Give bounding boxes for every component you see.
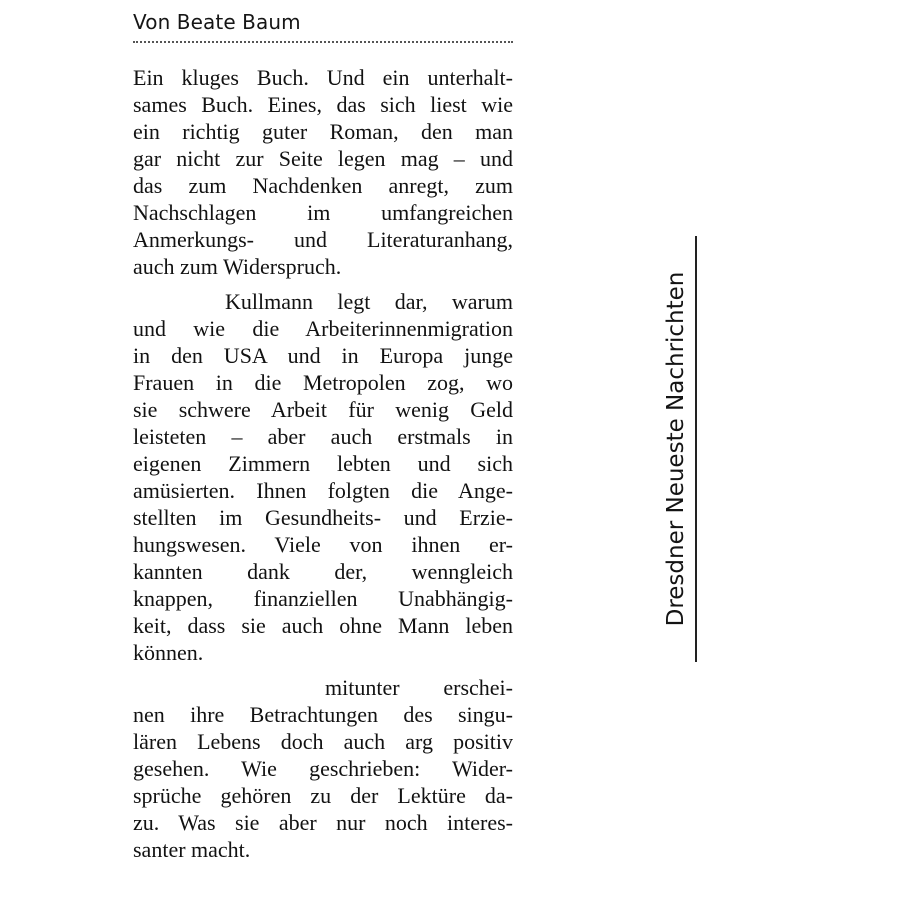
text-line: eigenen Zimmern lebten und sich bbox=[133, 451, 513, 476]
text-line: zu. Was sie aber nur noch interes- bbox=[133, 810, 513, 835]
text-line: mitunter erschei- bbox=[325, 675, 513, 700]
article-paragraph-3 bbox=[133, 674, 513, 863]
text-line: amüsierten. Ihnen folgten die Ange- bbox=[133, 478, 513, 503]
text-line: stellten im Gesundheits- und Erzie- bbox=[133, 505, 513, 530]
text-line: können. bbox=[133, 640, 204, 665]
text-line: leisteten – aber auch erstmals in bbox=[133, 424, 513, 449]
text-line: nen ihre Betrachtungen des singu- bbox=[133, 702, 513, 727]
text-line: sprüche gehören zu der Lektüre da- bbox=[133, 783, 513, 808]
article-paragraph-1 bbox=[133, 64, 513, 280]
text-line: auch zum Widerspruch. bbox=[133, 254, 342, 279]
text-line: in den USA und in Europa junge bbox=[133, 343, 513, 368]
article-body bbox=[133, 64, 513, 863]
text-line: und wie die Arbeiterinnenmigration bbox=[133, 316, 513, 341]
text-line: ein richtig guter Roman, den man bbox=[133, 119, 513, 144]
text-line: Anmerkungs- und Literaturanhang, bbox=[133, 227, 513, 252]
article-paragraph-2 bbox=[133, 288, 513, 666]
text-line: keit, dass sie auch ohne Mann leben bbox=[133, 613, 513, 638]
text-line: Kullmann legt dar, warum bbox=[225, 289, 513, 314]
source-name: Dresdner Neueste Nachrichten bbox=[663, 271, 689, 627]
text-line: santer macht. bbox=[133, 837, 251, 862]
text-line: sie schwere Arbeit für wenig Geld bbox=[133, 397, 513, 422]
text-line: knappen, finanziellen Unabhängig- bbox=[133, 586, 513, 611]
byline: Von Beate Baum bbox=[133, 10, 301, 34]
source-credit bbox=[655, 236, 697, 662]
byline-divider bbox=[133, 41, 513, 43]
text-line: gesehen. Wie geschrieben: Wider- bbox=[133, 756, 513, 781]
text-line: Nachschlagen im umfangreichen bbox=[133, 200, 513, 225]
text-line: sames Buch. Eines, das sich liest wie bbox=[133, 92, 513, 117]
text-line: lären Lebens doch auch arg positiv bbox=[133, 729, 513, 754]
text-line: gar nicht zur Seite legen mag – und bbox=[133, 146, 513, 171]
text-line: hungswesen. Viele von ihnen er- bbox=[133, 532, 513, 557]
text-line: Ein kluges Buch. Und ein unterhalt- bbox=[133, 65, 513, 90]
text-line: Frauen in die Metropolen zog, wo bbox=[133, 370, 513, 395]
text-line: das zum Nachdenken anregt, zum bbox=[133, 173, 513, 198]
text-line: kannten dank der, wenngleich bbox=[133, 559, 513, 584]
source-divider bbox=[695, 236, 697, 662]
